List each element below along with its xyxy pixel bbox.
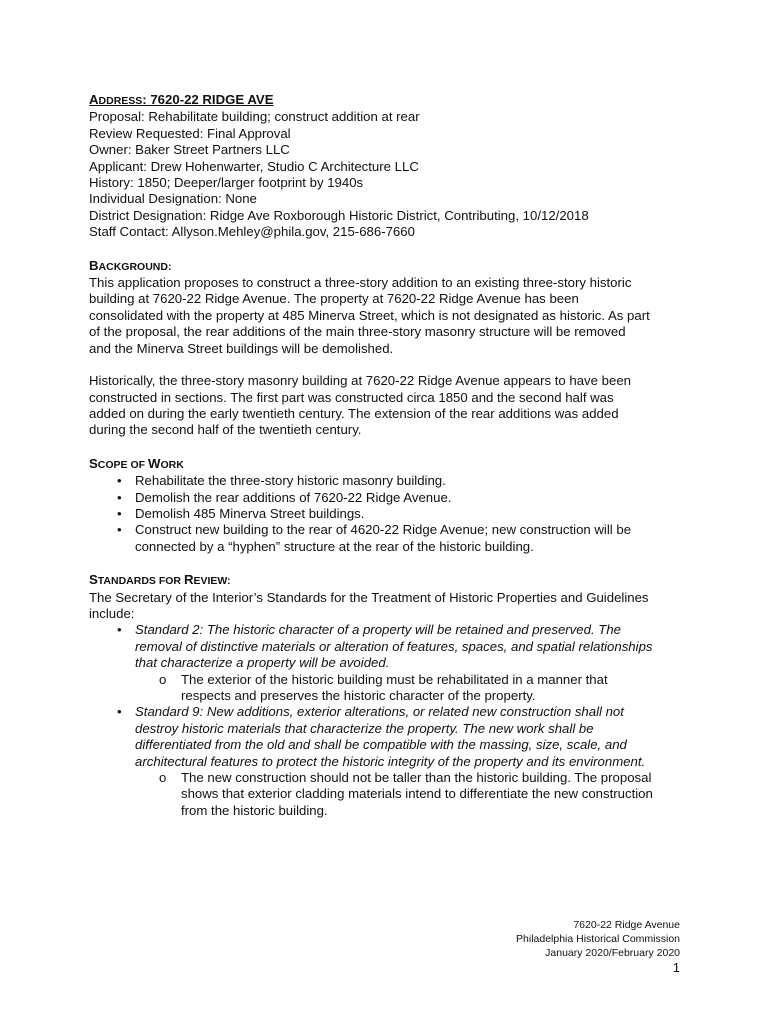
page-footer <box>516 918 680 976</box>
paragraph-line: This application proposes to construct a three-story addition to an existing three-story historic <box>89 275 632 291</box>
scope-heading: SCOPE OF WORK <box>89 455 184 471</box>
document-page <box>89 92 689 819</box>
address-label: ADDRESS: 7620-22 RIDGE AVE <box>89 92 274 107</box>
bullet-icon: • <box>117 704 122 720</box>
subitem-text: respects and preserves the historic character of the property. <box>181 688 536 703</box>
paragraph-line: added on during the early twentieth century. The extension of the rear additions was added <box>89 405 619 421</box>
standards-intro: The Secretary of the Interior’s Standards for the Treatment of Historic Properties and Guidelines <box>89 589 649 605</box>
info-staff-contact: Staff Contact: Allyson.Mehley@phila.gov, 215-686-7660 <box>89 224 415 240</box>
scope-item <box>89 506 689 522</box>
bullet-icon: • <box>117 489 122 505</box>
bullet-icon: • <box>117 473 122 489</box>
standard-text: differentiated from the old and shall be compatible with the massing, size, scale, and <box>135 737 627 753</box>
standards-section <box>89 572 689 819</box>
scope-item-text: Demolish the rear additions of 7620-22 Ridge Avenue. <box>135 489 452 505</box>
scope-section <box>89 456 689 555</box>
footer-commission: Philadelphia Historical Commission <box>516 933 680 945</box>
paragraph-line: consolidated with the property at 485 Minerva Street, which is not designated as historic. As part <box>89 307 650 323</box>
subitem-text: The exterior of the historic building must be rehabilitated in a manner that <box>181 671 608 687</box>
standard-item <box>89 622 689 671</box>
paragraph-line: Historically, the three-story masonry building at 7620-22 Ridge Avenue appears to have been <box>89 373 631 389</box>
standards-intro: include: <box>89 605 135 621</box>
address-heading <box>89 92 689 109</box>
scope-item <box>89 490 689 506</box>
info-district-designation: District Designation: Ridge Ave Roxborough Historic District, Contributing, 10/12/2018 <box>89 207 589 223</box>
scope-item-text: Rehabilitate the three-story historic masonry building. <box>135 473 446 489</box>
paragraph-line: constructed in sections. The first part was constructed circa 1850 and the second half was <box>89 389 614 405</box>
subitem-text: shows that exterior cladding materials intend to differentiate the new construction <box>181 786 653 802</box>
footer-address: 7620-22 Ridge Avenue <box>573 919 680 931</box>
standard-text: Standard 9: New additions, exterior alterations, or related new construction shall not <box>135 704 624 720</box>
standard-text: Standard 2: The historic character of a property will be retained and preserved. The <box>135 622 621 638</box>
paragraph-line: of the proposal, the rear additions of the main three-story masonry structure will be removed <box>89 324 626 340</box>
standard-text: that characterize a property will be avoided. <box>135 655 390 671</box>
info-proposal: Proposal: Rehabilitate building; construct addition at rear <box>89 109 420 125</box>
background-heading: BACKGROUND: <box>89 257 172 273</box>
bullet-icon: • <box>117 505 122 521</box>
paragraph-line: and the Minerva Street buildings will be demolished. <box>89 340 394 356</box>
standard-subitem <box>89 672 689 705</box>
info-applicant: Applicant: Drew Hohenwarter, Studio C Architecture LLC <box>89 158 419 174</box>
info-individual-designation: Individual Designation: None <box>89 191 257 207</box>
bullet-icon: • <box>117 522 122 538</box>
background-paragraph-1 <box>89 275 689 357</box>
info-history: History: 1850; Deeper/larger footprint by 1940s <box>89 175 364 191</box>
background-section <box>89 258 689 439</box>
bullet-icon: • <box>117 622 122 638</box>
paragraph-line: during the second half of the twentieth century. <box>89 422 362 438</box>
scope-item-text: connected by a “hyphen” structure at the rear of the historic building. <box>135 538 534 554</box>
scope-item-text: Construct new building to the rear of 4620-22 Ridge Avenue; new construction will be <box>135 522 632 538</box>
scope-item-text: Demolish 485 Minerva Street buildings. <box>135 505 365 521</box>
scope-item <box>89 473 689 489</box>
info-review-requested: Review Requested: Final Approval <box>89 125 291 141</box>
page-number: 1 <box>672 960 680 975</box>
circle-bullet-icon: o <box>159 770 167 786</box>
standard-item <box>89 704 689 770</box>
subitem-text: from the historic building. <box>181 802 328 818</box>
paragraph-line: building at 7620-22 Ridge Avenue. The property at 7620-22 Ridge Avenue has been <box>89 291 579 307</box>
standard-text: destroy historic materials that characterize the property. The new work shall be <box>135 720 594 736</box>
standard-subitem <box>89 770 689 819</box>
subitem-text: The new construction should not be taller than the historic building. The proposal <box>181 770 652 786</box>
circle-bullet-icon: o <box>159 671 167 687</box>
standard-text: architectural features to protect the historic integrity of the property and its environment. <box>135 753 646 769</box>
footer-date: January 2020/February 2020 <box>545 947 680 959</box>
standards-heading: STANDARDS FOR REVIEW: <box>89 572 231 588</box>
scope-item <box>89 522 689 555</box>
background-paragraph-2 <box>89 373 689 439</box>
info-owner: Owner: Baker Street Partners LLC <box>89 142 290 158</box>
standard-text: removal of distinctive materials or alteration of features, spaces, and spatial relationships <box>135 638 653 654</box>
project-info <box>89 109 689 240</box>
